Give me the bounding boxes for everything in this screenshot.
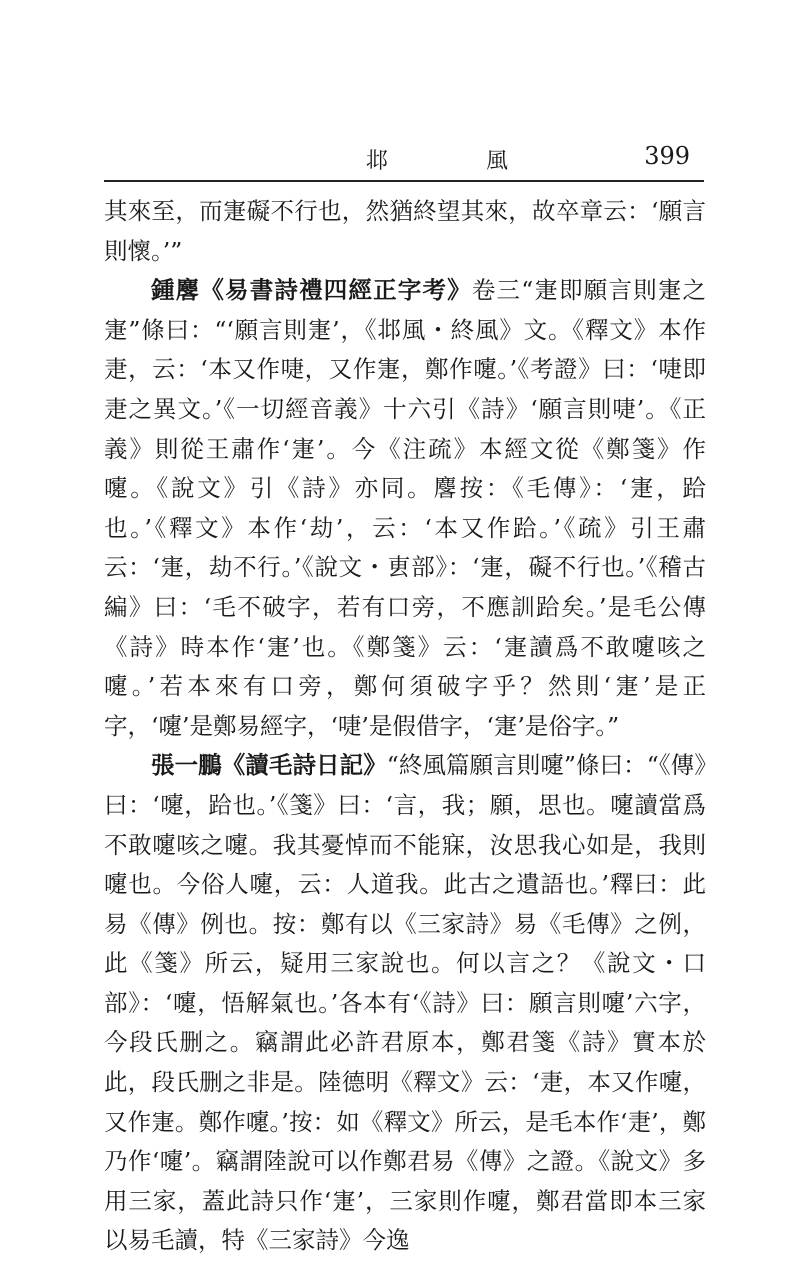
page-number: 399 bbox=[644, 142, 690, 170]
paragraph-text: 其來至，而寁礙不行也，然猶終望其來，故卒章云：‘願言則懷。’” bbox=[104, 197, 706, 265]
paragraph bbox=[104, 746, 706, 1261]
body-text bbox=[104, 192, 706, 1261]
running-title: 邶 風 bbox=[366, 149, 547, 174]
paragraph-text: 卷三“寁即願言則寁之寁”條曰：“‘願言則寁’，《邶風・終風》文。《釋文》本作疌，云：‘本又作啑，又作寁，鄭作嚔。’《考證》曰：‘啑即疌之異文。’《一切經音義》十六引《詩》‘願言則啑’。《正義》則從王肅作‘寁’。今《注疏》本經文從《鄭箋》作嚔。《說文》引《詩》亦同。麐按：《毛傳》：‘寁，跲也。’《釋文》本作‘劫’，云：‘本又作跲。’《疏》引王肅云：‘寁，劫不行。’《說文・叀部》：‘寁，礙不行也。’《稽古編》曰：‘毛不破字，若有口旁，不應訓跲矣。’是毛公傳《詩》時本作‘寁’也。《鄭箋》云：‘寁讀爲不敢嚔咳之嚔。’若本來有口旁，鄭何須破字乎？然則‘寁’是正字，‘嚔’是鄭易經字，‘啑’是假借字，‘寁’是俗字。” bbox=[104, 276, 707, 740]
paragraph bbox=[104, 192, 706, 271]
paragraph-text: “終風篇願言則嚔”條曰：“《傳》曰：‘嚔，跲也。’《箋》曰：‘言，我；願，思也。嚔讀當爲不敢嚔咳之嚔。我其憂悼而不能寐，汝思我心如是，我則嚔也。今俗人嚔，云：人道我。此古之遺語也。’釋曰：此易《傳》例也。按：鄭有以《三家詩》易《毛傳》之例，此《箋》所云，疑用三家說也。何以言之？《說文・口部》：‘嚔，悟解氣也。’各本有‘《詩》曰：願言則嚔’六字，今段氏删之。竊謂此必許君原本，鄭君箋《詩》實本於此，段氏删之非是。陸德明《釋文》云：‘疌，本又作嚔，又作寁。鄭作嚔。’按：如《釋文》所云，是毛本作‘疌’，鄭乃作‘嚔’。竊謂陸說可以作鄭君易《傳》之證。《說文》多用三家，蓋此詩只作‘寁’，三家則作嚔，鄭君當即本三家以易毛讀，特《三家詩》今逸 bbox=[104, 751, 706, 1255]
cited-work-title: 張一鵬《讀毛詩日記》 bbox=[151, 751, 387, 780]
cited-work-title: 鍾麐《易書詩禮四經正字考》 bbox=[151, 276, 472, 305]
paragraph bbox=[104, 271, 706, 746]
running-header bbox=[104, 140, 704, 182]
